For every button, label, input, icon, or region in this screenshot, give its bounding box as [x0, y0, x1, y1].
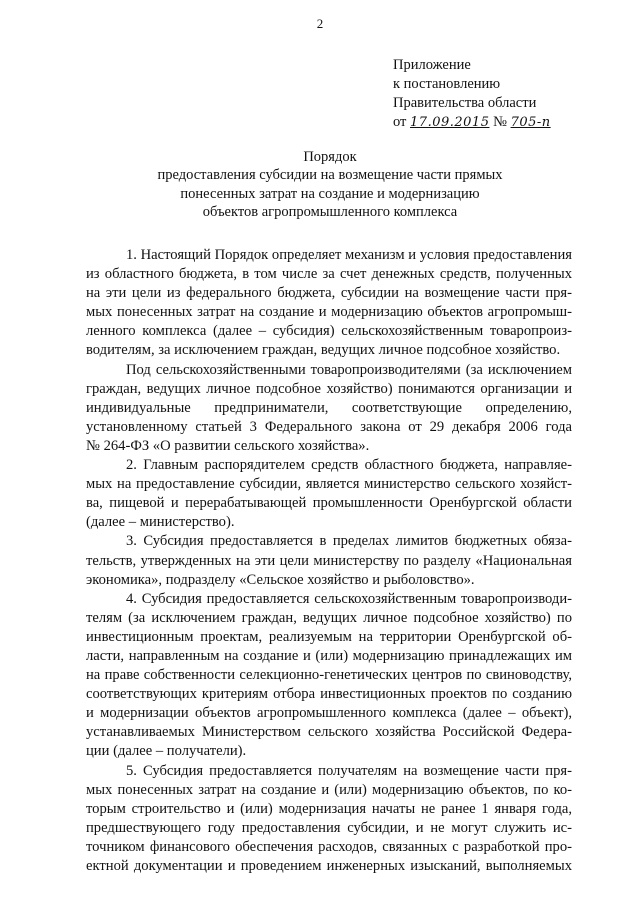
page-number: 2 — [316, 16, 324, 31]
body-text-line: устанавливаемых Министерством сельского хозяйства Российской Федера- — [86, 724, 572, 741]
from-label: от — [393, 114, 407, 130]
body-text-line: 4. Субсидия предоставляется сельскохозяйственным товаропроизводи- — [126, 590, 572, 607]
title-line: понесенных затрат на создание и модернизацию — [180, 185, 480, 202]
handwritten-date: 17.09.2015 — [410, 115, 490, 130]
body-text-line: мых на предоставление субсидии, является министерство сельского хозяйст- — [86, 476, 572, 493]
body-text-line: водителям, за исключением граждан, ведущих личное подсобное хозяйство. — [86, 342, 561, 359]
body-text-line: экономика», подразделу «Сельское хозяйство и рыболовство». — [86, 571, 475, 588]
body-text-line: 5. Субсидия предоставляется получателям на возмещение части пря- — [126, 762, 572, 779]
appendix-line: Приложение — [393, 57, 471, 73]
body-text-line: 1. Настоящий Порядок определяет механизм и условия предоставления — [126, 247, 572, 263]
document-title — [100, 148, 560, 222]
body-text-line: торым строительство и (или) модернизация начаты не ранее 1 января года, — [86, 800, 572, 817]
appendix-date-line — [393, 113, 551, 132]
appendix-block — [393, 56, 551, 132]
title-heading: Порядок — [303, 149, 357, 165]
appendix-line: Правительства области — [393, 95, 537, 111]
body-text-line: 2. Главным распорядителем средств областного бюджета, направляе- — [126, 457, 572, 474]
body-text-line: граждан, ведущих личное подсобное хозяйство) понимаются организации и — [86, 380, 572, 397]
body-text-line: (далее – министерство). — [86, 514, 235, 531]
body-text-line: соответствующих критериям отбора инвестиционных проектов по созданию — [86, 686, 572, 703]
appendix-line: к постановлению — [393, 76, 501, 92]
body-text-line: телям (за исключением граждан, ведущих личное подсобное хозяйство) по — [86, 609, 572, 626]
handwritten-number: 705-п — [510, 115, 551, 130]
title-line: объектов агропромышленного комплекса — [202, 204, 458, 221]
body-text-line: тельств, утвержденных на эти цели министерству по разделу «Национальная — [86, 552, 572, 569]
body-text-line: индивидуальные предприниматели, соответствующие определению, — [86, 399, 572, 416]
body-text-line: ленного комплекса (далее – субсидия) сельскохозяйственным товаропроиз- — [86, 323, 572, 340]
body-text-line: ции (далее – получатели). — [86, 743, 247, 760]
body-text-line: ва, пищевой и перерабатывающей промышленности Оренбургской области — [86, 495, 572, 512]
body-text-line: установленному статьей 3 Федерального закона от 29 декабря 2006 года — [86, 418, 572, 435]
body-text-line: предшествующего году предоставления субсидии, и не могут служить ис- — [86, 819, 572, 836]
body-text-line: мых понесенных затрат на создание и (или) модернизацию объектов, по ко- — [86, 781, 572, 798]
title-line: предоставления субсидии на возмещение части прямых — [157, 167, 503, 184]
body-text-line: мых понесенных затрат на создание и модернизацию объектов агропромыш- — [86, 304, 572, 321]
body-text-line: на эти цели из федерального бюджета, субсидии на возмещение части пря- — [86, 285, 572, 302]
body-text-line: ектной документации и проведением инженерных изысканий, выполняемых — [86, 858, 572, 874]
body-text-line: точником финансового обеспечения расходов, связанных с разработкой про- — [86, 838, 572, 855]
body-text-line: Под сельскохозяйственными товаропроизводителями (за исключением — [126, 361, 572, 378]
body-text-line: инвестиционным проектам, реализуемым на территории Оренбургской об- — [86, 628, 572, 645]
body-text-line: на праве собственности селекционно-генетических центров по свиноводству, — [86, 667, 572, 684]
document-body — [86, 246, 572, 876]
body-text-line: № 264-ФЗ «О развитии сельского хозяйства». — [86, 437, 370, 454]
number-label: № — [493, 114, 507, 130]
body-text-line: 3. Субсидия предоставляется в пределах лимитов бюджетных обяза- — [126, 533, 572, 550]
body-text-line: и модернизации объектов агропромышленного комплекса (далее – объект), — [86, 705, 572, 722]
body-text-line: из областного бюджета, в том числе за счет денежных средств, полученных — [86, 266, 572, 283]
body-text-line: ласти, направленным на создание и (или) модернизацию принадлежащих им — [86, 647, 572, 664]
